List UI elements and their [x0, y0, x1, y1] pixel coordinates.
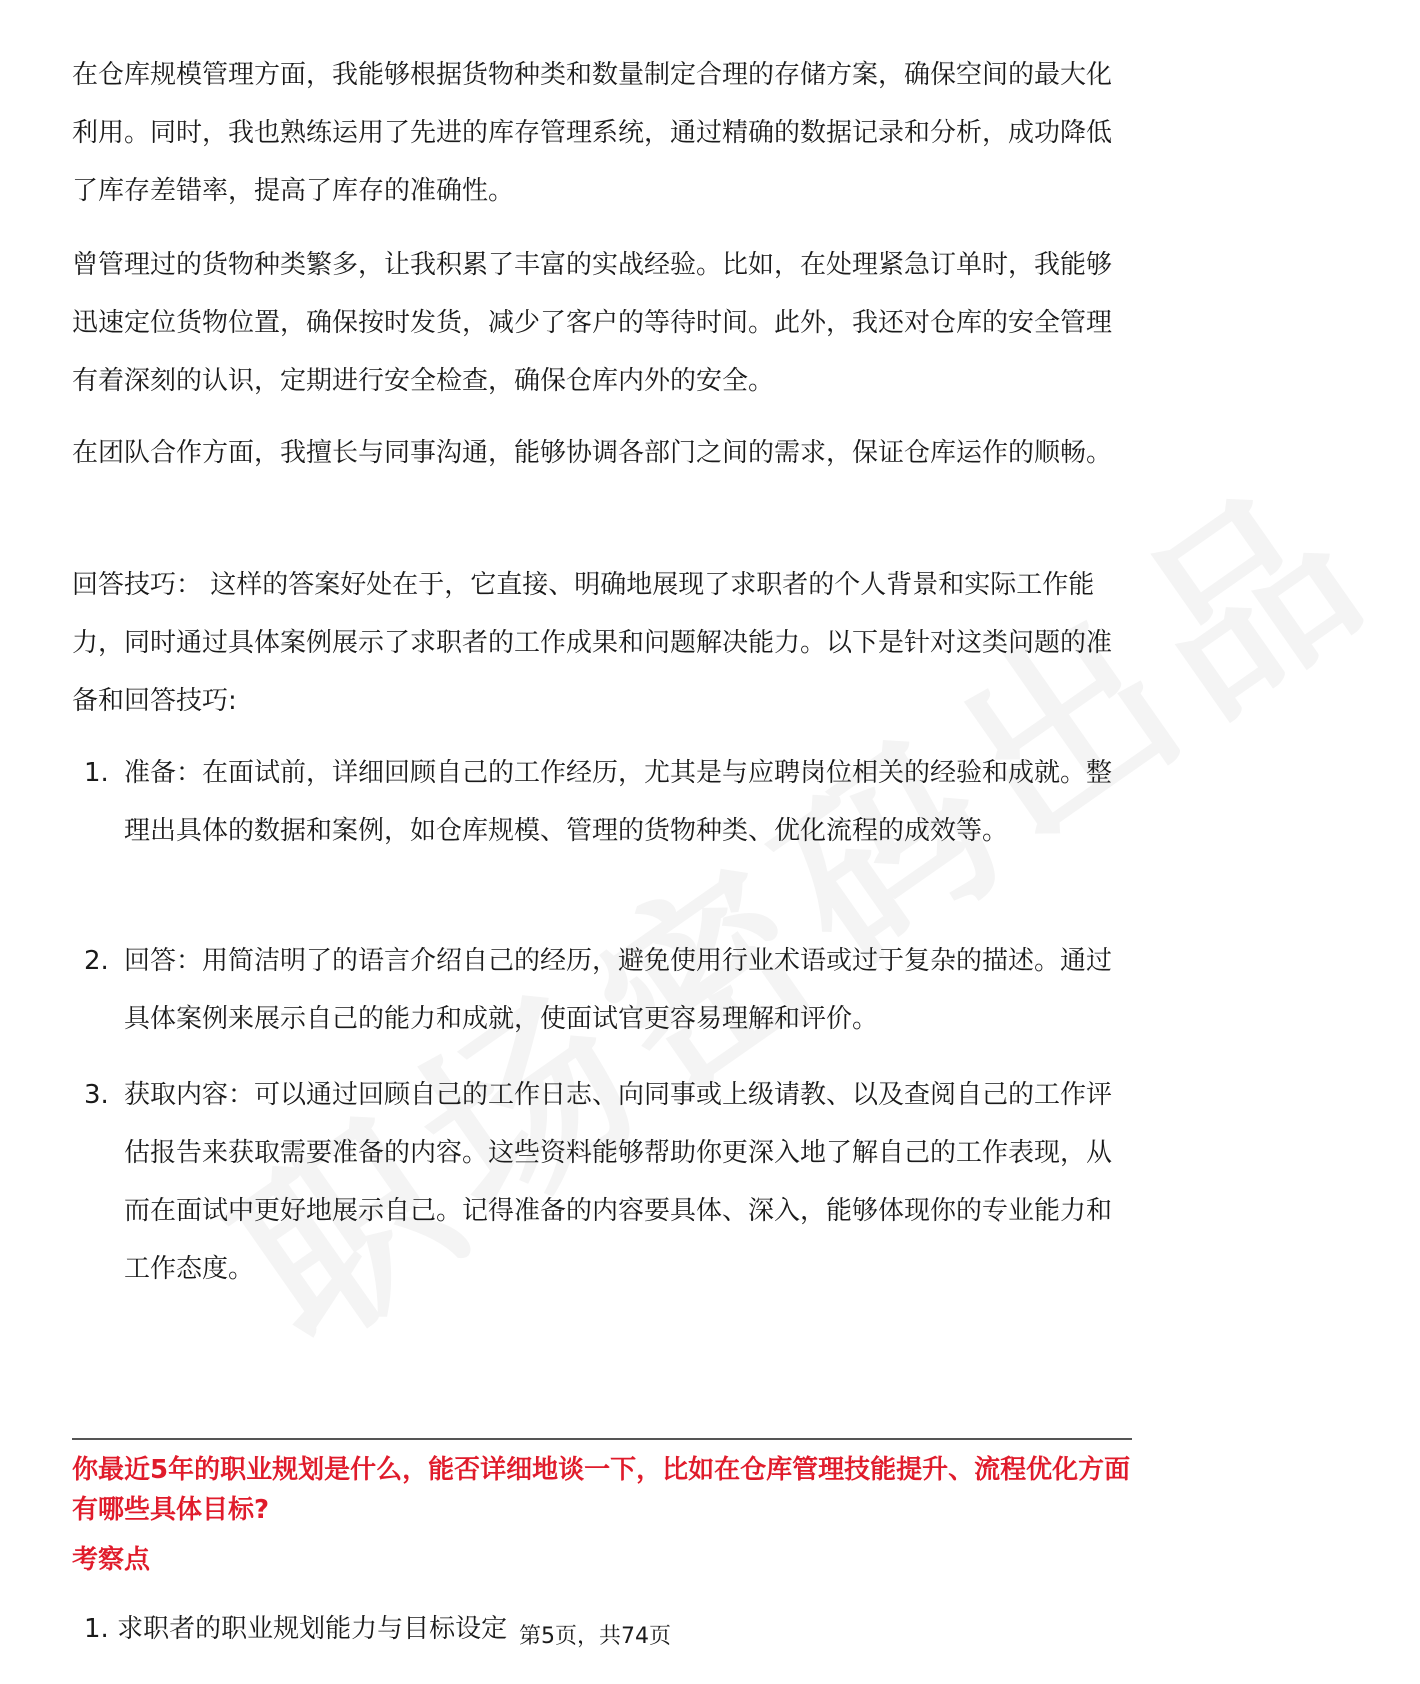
paragraph: 在仓库规模管理方面，我能够根据货物种类和数量制定合理的存储方案，确保空间的最大化利用。同时，我也熟练运用了先进的库存管理系统，通过精确的数据记录和分析，成功降低了库存差错率，提高了库存的准确性。 — [72, 60, 1113, 206]
paragraph: 回答技巧： 这样的答案好处在于，它直接、明确地展现了求职者的个人背景和实际工作能力，同时通过具体案例展示了求职者的工作成果和问题解决能力。以下是针对这类问题的准备和回答技巧: — [72, 570, 1113, 716]
list-text: 获取内容：可以通过回顾自己的工作日志、向同事或上级请教、以及查阅自己的工作评估报告来获取需要准备的内容。这些资料能够帮助你更深入地了解自己的工作表现，从而在面试中更好地展示自己。记得准备的内容要具体、深入，能够体现你的专业能力和工作态度。 — [124, 1080, 1113, 1284]
list-text: 回答：用简洁明了的语言介绍自己的经历，避免使用行业术语或过于复杂的描述。通过具体案例来展示自己的能力和成就，使面试官更容易理解和评价。 — [124, 946, 1113, 1034]
partial-list-text: 1. 求职者的职业规划能力与目标设定 — [84, 1614, 508, 1644]
paragraph: 在团队合作方面，我擅长与同事沟通，能够协调各部门之间的需求，保证仓库运作的顺畅。 — [72, 438, 1113, 468]
list-text: 准备：在面试前，详细回顾自己的工作经历，尤其是与应聘岗位相关的经验和成就。整理出具体的数据和案例，如仓库规模、管理的货物种类、优化流程的成效等。 — [124, 758, 1113, 846]
question-heading: 你最近5年的职业规划是什么，能否详细地谈一下，比如在仓库管理技能提升、流程优化方面有哪些具体目标? — [72, 1455, 1131, 1525]
list-number: 2. — [84, 946, 109, 976]
paragraph: 曾管理过的货物种类繁多，让我积累了丰富的实战经验。比如，在处理紧急订单时，我能够迅速定位货物位置，确保按时发货，减少了客户的等待时间。此外，我还对仓库的安全管理有着深刻的认识，定期进行安全检查，确保仓库内外的安全。 — [72, 250, 1113, 396]
section-heading: 考察点 — [72, 1545, 151, 1575]
list-number: 3. — [84, 1080, 109, 1110]
divider — [72, 1438, 1132, 1440]
page-number: 第5页，共74页 — [519, 1624, 671, 1649]
list-number: 1. — [84, 758, 109, 788]
